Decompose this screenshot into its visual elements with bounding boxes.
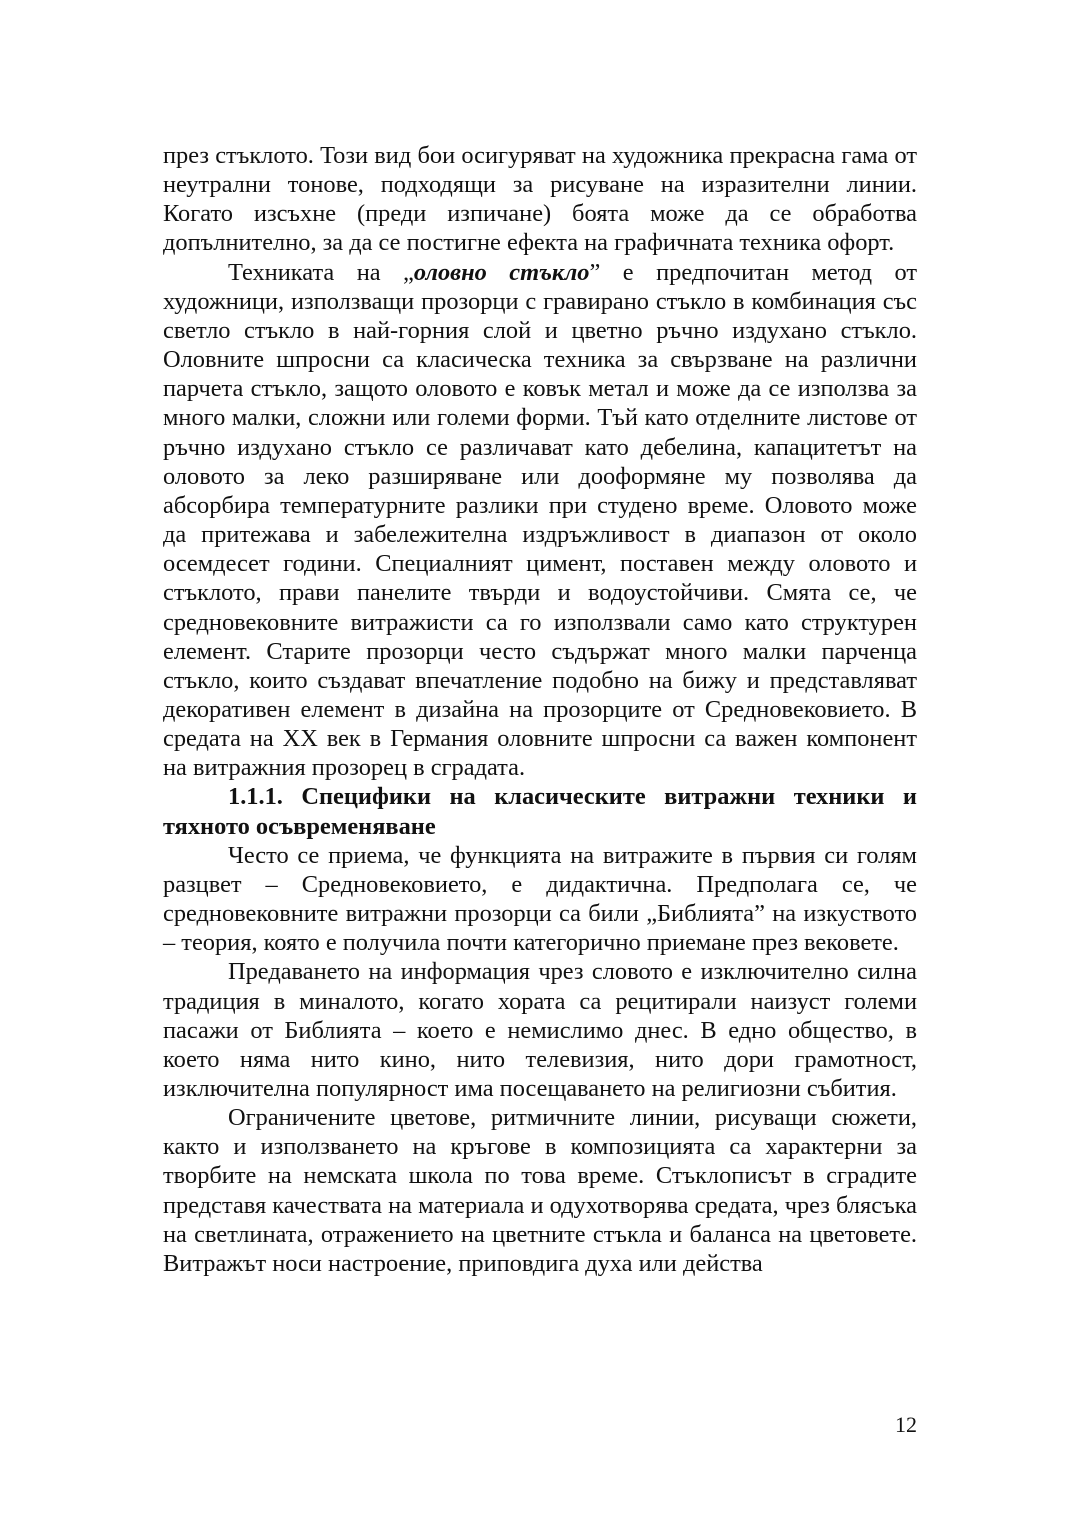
paragraph-didactic-function: Често се приема, че функцията на витражите в първия си голям разцвет – Средновековието, е дидактична. Предполага се, че средновековните витражни прозорци са били „Библията” на изкуството – теория, която е получила почти категорично приемане през вековете. [163, 841, 917, 957]
paragraph-continuation: през стъклото. Този вид бои осигуряват на художника прекрасна гама от неутрални тонове, подходящи за рисуване на изразителни линии. Когато изсъхне (преди изпичане) боята може да се обработва допълнително, за да се постигне ефекта на графичната техника офорт. [163, 142, 917, 257]
paragraph-german-school: Ограничените цветове, ритмичните линии, рисуващи сюжети, както и използването на кръгове в композицията са характерни за творбите на немската школа по това време. Стъклописът в сградите представя качествата на материала и одухотворява средата, чрез блясъка на светлината, отражението на цветните стъкла и баланса на цветовете. Витражът носи настроение, приповдига духа или действа [163, 1104, 917, 1277]
paragraph-oral-tradition: Предаването на информация чрез словото е изключително силна традиция в миналото, когато хората са рецитирали наизуст големи пасажи от Библията – което е немислимо днес. В едно общество, в което няма нито кино, нито телевизия, нито дори грамотност, изключителна популярност има посещаването на религиозни събития. [163, 958, 917, 1102]
section-heading: 1.1.1. Специфики на класическите витражни техники и тяхното осъвременяване [163, 783, 917, 840]
paragraph-leaded-glass-start: Техниката на „ [228, 258, 414, 286]
paragraph-leaded-glass-rest: ” е предпочитан метод от художници, използващи прозорци с гравирано стъкло в комбинация със светло стъкло в най-горния слой и цветно ръчно издухано стъкло. Оловните шпросни са класическа техника за свързване на различни парчета стъкло, защото оловото е ковък метал и може да се използва за много малки, сложни или големи форми. Тъй като отделните листове от ръчно издухано стъкло се различават като дебелина, капацитетът на оловото за леко разширяване или дооформяне му позволява да абсорбира температурните разлики при студено време. Оловото може да притежава и забележителна издръжливост в диапазон от около осемдесет години. Специалният цимент, поставен между оловото и стъклото, прави панелите твърди и водоустойчиви. Смята се, че средновековните витражисти са го използвали само като структурен елемент. Старите прозорци често съдържат много малки парченца стъкло, които създават впечатление подобно на бижу и представляват декоративен елемент в дизайна на прозорците от Средновековието. В средата на XX век в Германия оловните шпросни са важен компонент на витражния прозорец в сградата. [163, 258, 917, 782]
emphasis-term: оловно стъкло [413, 258, 590, 286]
paragraph-leaded-glass [163, 258, 917, 783]
body-text [163, 141, 917, 1278]
page-number: 12 [895, 1412, 917, 1437]
